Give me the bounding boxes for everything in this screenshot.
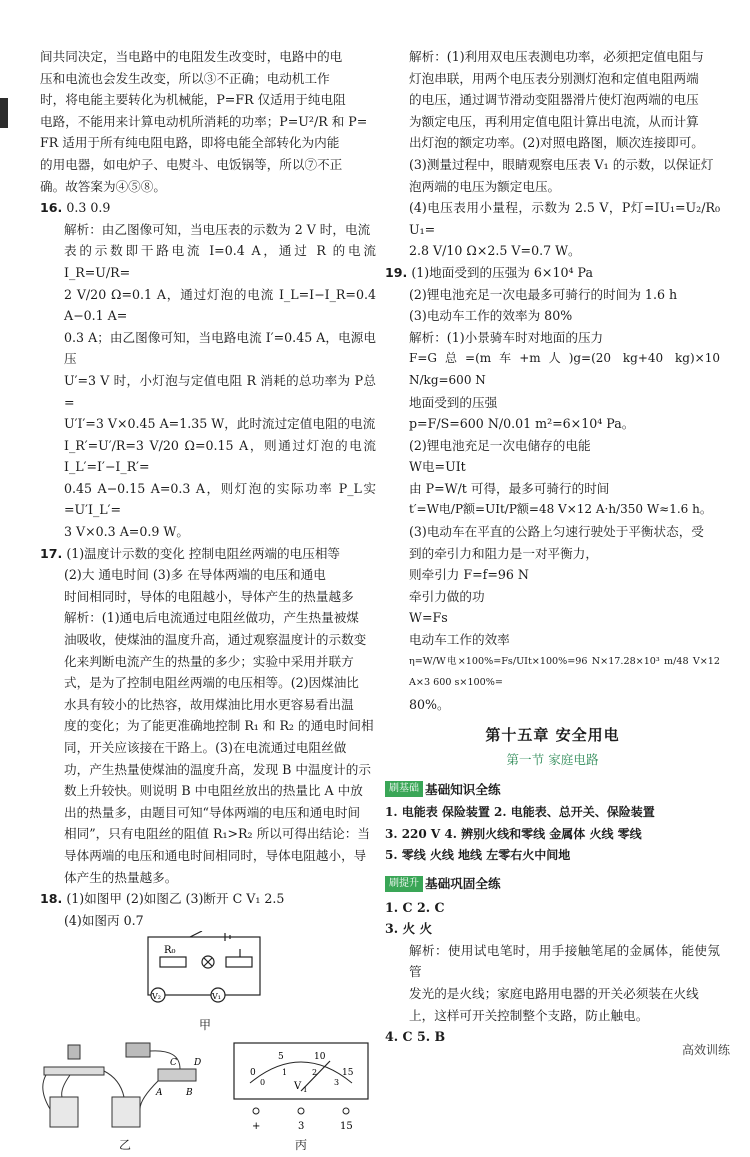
text-line: 相同”，只有电阻丝的阻值 R₁>R₂ 所以可得出结论：当 xyxy=(64,826,370,842)
page-footer xyxy=(682,1040,730,1062)
text-line: 数上升较快。则说明 B 中电阻丝放出的热量比 A 中放 xyxy=(64,783,363,799)
text-line: U′I′=3 V×0.45 A=1.35 W，此时流过定值电阻的电流 xyxy=(64,416,376,432)
figure-label: 乙 xyxy=(118,1137,131,1152)
text-line: 的电压，通过调节滑动变阻器滑片使灯泡两端的电压 xyxy=(409,92,699,108)
text-line: 油吸收，使煤油的温度升高，通过观察温度计的示数变 xyxy=(64,632,367,648)
label-b: B xyxy=(186,1087,193,1098)
text-line: 度的变化；为了能更准确地控制 R₁ 和 R₂ 的通电时间相 xyxy=(64,718,374,734)
text-line: I_R′=U′/R=3 V/20 Ω=0.15 A，则通过灯泡的电流 I_L′=I′−I_R′= xyxy=(64,437,376,475)
text-line: 解析：(1)小景骑车时对地面的压力 xyxy=(409,329,604,345)
text-line: (4)电压表用小量程，示数为 2.5 V，P灯=IU₁=U₂/R₀ U₁= xyxy=(409,200,720,237)
scale-tick: 2 xyxy=(312,1067,318,1077)
question-18-analysis xyxy=(385,46,720,262)
text-line: 灯泡串联，用两个电压表分别测灯泡和定值电阻两端 xyxy=(409,70,699,86)
text-line: 则牵引力 F=f=96 N xyxy=(409,567,529,583)
section-title: 第一节 家庭电路 xyxy=(506,752,599,767)
page-edge-tab xyxy=(0,98,8,128)
scale-tick: 1 xyxy=(282,1067,288,1077)
block-tag: 刷基础 xyxy=(385,781,423,797)
question-number: 19. xyxy=(385,264,408,280)
text-line: 80%。 xyxy=(409,696,450,712)
text-line: 化来判断电流产生的热量的多少；实验中采用并联方 xyxy=(64,653,354,669)
text-line: 0.45 A−0.15 A=0.3 A，则灯泡的实际功率 P_L实=U′I_L′= xyxy=(64,480,376,518)
question-19 xyxy=(385,262,720,715)
basic-knowledge-block xyxy=(385,779,720,867)
text-line: F=G总=(m车+m人)g=(20 kg+40 kg)×10 N/kg=600 N xyxy=(409,351,720,387)
answer-line: 3. 220 V 4. 辨别火线和零线 金属体 火线 零线 xyxy=(385,826,642,841)
text-line: (2)大 通电时间 (3)多 在导体两端的电压和通电 xyxy=(64,567,326,583)
v2-label: V₂ xyxy=(152,992,161,1002)
text-line: 确。故答案为④⑤⑧。 xyxy=(40,178,166,194)
consolidation-block xyxy=(385,873,720,1048)
terminal-label: + xyxy=(252,1120,261,1132)
text-line: (3)测量过程中，眼睛观察电压表 V₁ 的示数，以保证灯 xyxy=(409,156,714,172)
figure-jia xyxy=(130,931,280,1037)
text-line: 牵引力做的功 xyxy=(409,588,485,604)
text-line: 同，开关应该接在干路上。(3)在电流通过电阻丝做 xyxy=(64,740,347,755)
text-line: 出的热量多，由题目可知“导体两端的电压和通电时间 xyxy=(64,804,361,820)
text-line: 解析：由乙图像可知，当电压表的示数为 2 V 时，电流 xyxy=(64,221,371,237)
figure-label: 丙 xyxy=(294,1137,307,1152)
text-line: 体产生的热量越多。 xyxy=(64,869,178,885)
label-d: D xyxy=(194,1057,202,1068)
figure-row xyxy=(40,1039,376,1157)
text-line: (3)电动车工作的效率为 80% xyxy=(409,308,573,324)
text-line: 间共同决定，当电路中的电阻发生改变时，电路中的电 xyxy=(40,49,343,64)
question-16 xyxy=(40,197,376,543)
block-header xyxy=(385,873,720,895)
figure-bing xyxy=(226,1039,376,1157)
text-line: 功，产生热量使煤油的温度升高，发现 B 中温度计的示 xyxy=(64,761,371,777)
text-line: (3)电动车在平直的公路上匀速行驶处于平衡状态，受 xyxy=(409,524,704,540)
text-line: U′=3 V 时，小灯泡与定值电阻 R 消耗的总功率为 P总= xyxy=(64,372,376,410)
v1-label: V₁ xyxy=(212,992,221,1002)
text-line: (1)温度计示数的变化 控制电阻丝两端的电压相等 xyxy=(66,545,341,561)
text-line: (1)地面受到的压强为 6×10⁴ Pa xyxy=(411,264,593,280)
text-line: 表的示数即干路电流 I=0.4 A，通过 R 的电流 I_R=U/R= xyxy=(64,243,376,280)
text-line: (2)锂电池充足一次电最多可骑行的时间为 1.6 h xyxy=(409,286,678,302)
text-line: FR 适用于所有纯电阻电路，即将电能全部转化为内能 xyxy=(40,135,340,151)
text-line: (1)如图甲 (2)如图乙 (3)断开 C V₁ 2.5 xyxy=(66,891,285,907)
text-line: 3 V×0.3 A=0.9 W。 xyxy=(64,524,189,540)
text-line: 压和电流也会发生改变，所以③不正确；电动机工作 xyxy=(40,70,330,86)
figure-yi xyxy=(40,1039,210,1157)
text-line: 时间相同时，导体的电阻越小，导体产生的热量越多 xyxy=(64,588,354,604)
text-line: 2.8 V/10 Ω×2.5 V=0.7 W。 xyxy=(409,243,581,259)
block-title: 基础知识全练 xyxy=(425,781,501,797)
answer-line: 5. 零线 火线 地线 左零右火中间地 xyxy=(385,848,571,863)
text-line: 电动车工作的效率 xyxy=(409,632,510,648)
label-c: C xyxy=(170,1057,177,1068)
text-line: (4)如图丙 0.7 xyxy=(64,912,144,928)
right-column xyxy=(385,46,720,1048)
footer-text: 高效训练 xyxy=(681,1043,730,1058)
question-number: 17. xyxy=(40,545,63,561)
text-line: 解析：使用试电笔时，用手接触笔尾的金属体，能使氖管 xyxy=(409,942,720,980)
text-line: 时，将电能主要转化为机械能，P=FR 仅适用于纯电阻 xyxy=(40,92,346,108)
terminal-label: 3 xyxy=(298,1120,305,1132)
text-line: 出灯泡的额定功率。(2)对照电路图，顺次连接即可。 xyxy=(409,135,704,151)
text-line: η=W/W电×100%=Fs/UIt×100%=96 N×17.28×10³ m/48 V×12 A×3 600 s×100%= xyxy=(409,655,720,689)
text-line: t′=W电/P额=UIt/P额=48 V×12 A·h/350 W≈1.6 h。 xyxy=(409,502,712,517)
meter-subscript: 1 xyxy=(303,1085,308,1094)
text-line: 地面受到的压强 xyxy=(409,394,498,410)
text-line: 导体两端的电压和通电时间相同时，导体电阻越小，导 xyxy=(64,847,367,863)
question-number: 18. xyxy=(40,891,63,907)
scale-tick: 10 xyxy=(314,1051,326,1062)
text-line: 0.3 A；由乙图像可知，当电路电流 I′=0.45 A，电源电压 xyxy=(64,329,376,367)
text-line: W电=UIt xyxy=(409,459,466,475)
terminal-label: 15 xyxy=(340,1120,353,1132)
scale-tick: 0 xyxy=(250,1067,256,1078)
scale-tick: 5 xyxy=(278,1051,284,1062)
text-line: 解析：(1)利用双电压表测电功率，必须把定值电阻与 xyxy=(409,49,704,64)
answer-line: 1. 电能表 保险装置 2. 电能表、总开关、保险装置 xyxy=(385,805,655,820)
block-tag: 刷提升 xyxy=(385,876,423,892)
text-line: 泡两端的电压为额定电压。 xyxy=(409,178,561,194)
question-number: 16. xyxy=(40,200,63,216)
text-line: p=F/S=600 N/0.01 m²=6×10⁴ Pa。 xyxy=(409,416,635,432)
circuit-diagram xyxy=(130,931,280,1015)
block-title: 基础巩固全练 xyxy=(425,875,501,891)
text-line: 2 V/20 Ω=0.1 A，通过灯泡的电流 I_L=I−I_R=0.4 A−0.1 A= xyxy=(64,286,376,324)
meter-symbol: V xyxy=(294,1080,302,1092)
r0-label: R₀ xyxy=(164,945,176,957)
text-line: 发光的是火线；家庭电路用电器的开关必须装在火线 xyxy=(409,985,699,1001)
answer-line: 4. C 5. B xyxy=(385,1029,446,1045)
chapter-title: 第十五章 安全用电 xyxy=(485,726,620,745)
scale-tick: 3 xyxy=(334,1077,340,1087)
label-a: A xyxy=(156,1087,163,1098)
scale-tick: 15 xyxy=(342,1067,354,1078)
intro-text xyxy=(40,46,376,197)
text-line: 水具有较小的比热容，故用煤油比用水更容易看出温 xyxy=(64,696,354,712)
answer-line: 1. C 2. C xyxy=(385,899,445,915)
text-line: (2)锂电池充足一次电储存的电能 xyxy=(409,437,591,453)
text-line: 由 P=W/t 可得，最多可骑行的时间 xyxy=(409,480,610,496)
answer: 0.3 0.9 xyxy=(66,200,111,216)
text-line: 的用电器，如电炉子、电熨斗、电饭锅等，所以⑦不正 xyxy=(40,156,343,172)
text-line: 为额定电压，再利用定值电阻计算出电流，从而计算 xyxy=(409,113,699,129)
text-line: 上，这样可开关控制整个支路，防止触电。 xyxy=(409,1007,649,1023)
text-line: 式，是为了控制电阻丝两端的电压相等。(2)因煤油比 xyxy=(64,675,359,691)
text-line: 解析：(1)通电后电流通过电阻丝做功，产生热量被煤 xyxy=(64,610,359,626)
text-line: W=Fs xyxy=(409,610,448,626)
apparatus-diagram xyxy=(40,1039,210,1135)
question-17 xyxy=(40,543,376,889)
figure-label: 甲 xyxy=(198,1018,211,1033)
voltmeter-dial xyxy=(226,1039,376,1135)
block-header xyxy=(385,779,720,801)
answer-line: 3. 火 火 xyxy=(385,921,433,937)
text-line: 电路，不能用来计算电动机所消耗的功率；P=U²/R 和 P= xyxy=(40,113,368,129)
question-18 xyxy=(40,888,376,931)
text-line: 到的牵引力和阻力是一对平衡力， xyxy=(409,545,598,561)
left-column xyxy=(40,46,376,1157)
scale-tick: 0 xyxy=(260,1077,266,1087)
